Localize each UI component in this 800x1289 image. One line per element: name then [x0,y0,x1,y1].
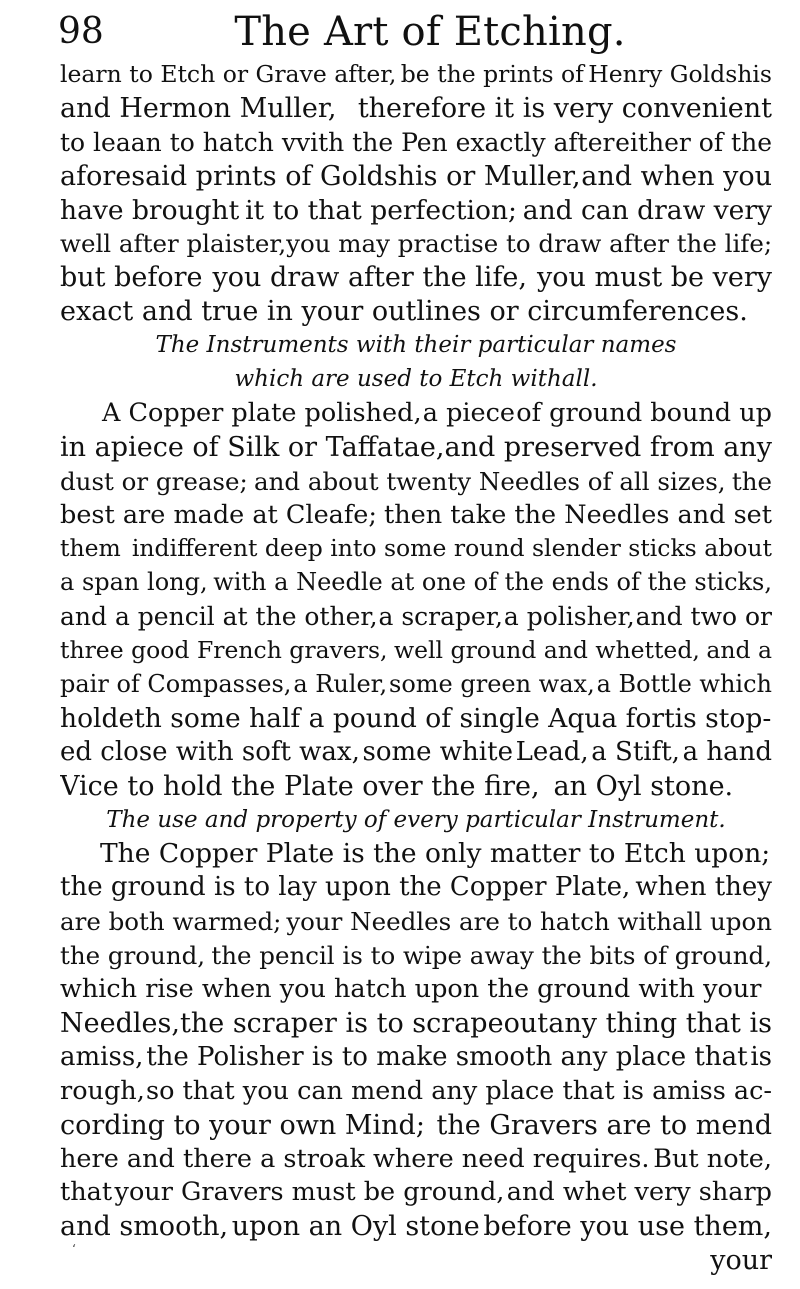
text-line: The Copper Plate is the only matter to Etch upon; [100,838,771,870]
text-line: a span long, with a Needle at one of the ends of the sticks, [60,568,772,597]
text-line: that your Gravers must be ground, and whet very sharp [60,1177,772,1208]
text-line: holdeth some half a pound of single Aqua fortis stop- [60,702,772,734]
text-line: the ground, the pencil is to wipe away the bits of ground, [60,941,772,971]
page-number: 98 [58,11,104,52]
text-line: aforesaid prints of Goldshis or Muller, and when you [60,160,772,192]
text-line: three good French gravers, well ground and whetted, and a [60,636,772,665]
text-line: but before you draw after the life, you must be very [60,262,772,294]
text-line: dust or grease; and about twenty Needles of all sizes, the [60,466,772,496]
text-line: well after plaister, you may practise to draw after the life; [60,229,772,259]
text-line: and smooth, upon an Oyl stone before you use them, [60,1211,772,1243]
section-heading: The Instruments with their particular names [155,332,677,359]
text-line: A Copper plate polished, a piece of ground bound up [102,397,772,428]
catchword: your [710,1245,772,1277]
text-line: and Hermon Muller, therefore it is very convenient [60,92,772,124]
running-title: The Art of Etching. [234,9,626,55]
text-line: to leaan to hatch vvith the Pen exactly after either of the [60,127,772,157]
text-line: them indifferent deep into some round slender sticks about [60,534,772,563]
text-line: Needles, the scraper is to scrape out any thing that is [60,1007,772,1039]
running-head [0,4,800,60]
text-line: the ground is to lay upon the Copper Plate, when they [60,872,772,903]
text-line: exact and true in your outlines or circumferences. [60,296,748,328]
text-line: rough, so that you can mend any place that is amiss ac- [60,1075,772,1106]
page-speck: ʻ [72,1242,76,1256]
text-line: cording to your own Mind; the Gravers are to mend [60,1109,772,1141]
text-line: pair of Compasses, a Ruler, some green wax, a Bottle which [60,670,772,699]
section-heading: The use and property of every particular Instrument. [106,806,726,833]
text-line: ed close with soft wax, some white Lead, a Stift, a hand [60,736,772,767]
body-text [60,58,772,1278]
section-heading: which are used to Etch withall. [234,366,598,393]
text-line: here and there a stroak where need requires. But note, [60,1143,772,1174]
text-line: learn to Etch or Grave after, be the prints of Henry Goldshis [60,60,772,88]
text-line: amiss, the Polisher is to make smooth any place that is [60,1041,772,1072]
text-line: and a pencil at the other, a scraper, a polisher, and two or [60,602,772,632]
text-line: best are made at Cleafe; then take the Needles and set [60,499,772,530]
text-line: Vice to hold the Plate over the fire, an Oyl stone. [60,770,734,802]
text-line: in a piece of Silk or Taffatae, and preserved from any [60,431,772,463]
text-line: which rise when you hatch upon the ground with your [60,974,762,1005]
text-line: are both warmed; your Needles are to hatch withall upon [60,907,772,937]
text-line: have brought it to that perfection; and can draw very [60,194,772,226]
